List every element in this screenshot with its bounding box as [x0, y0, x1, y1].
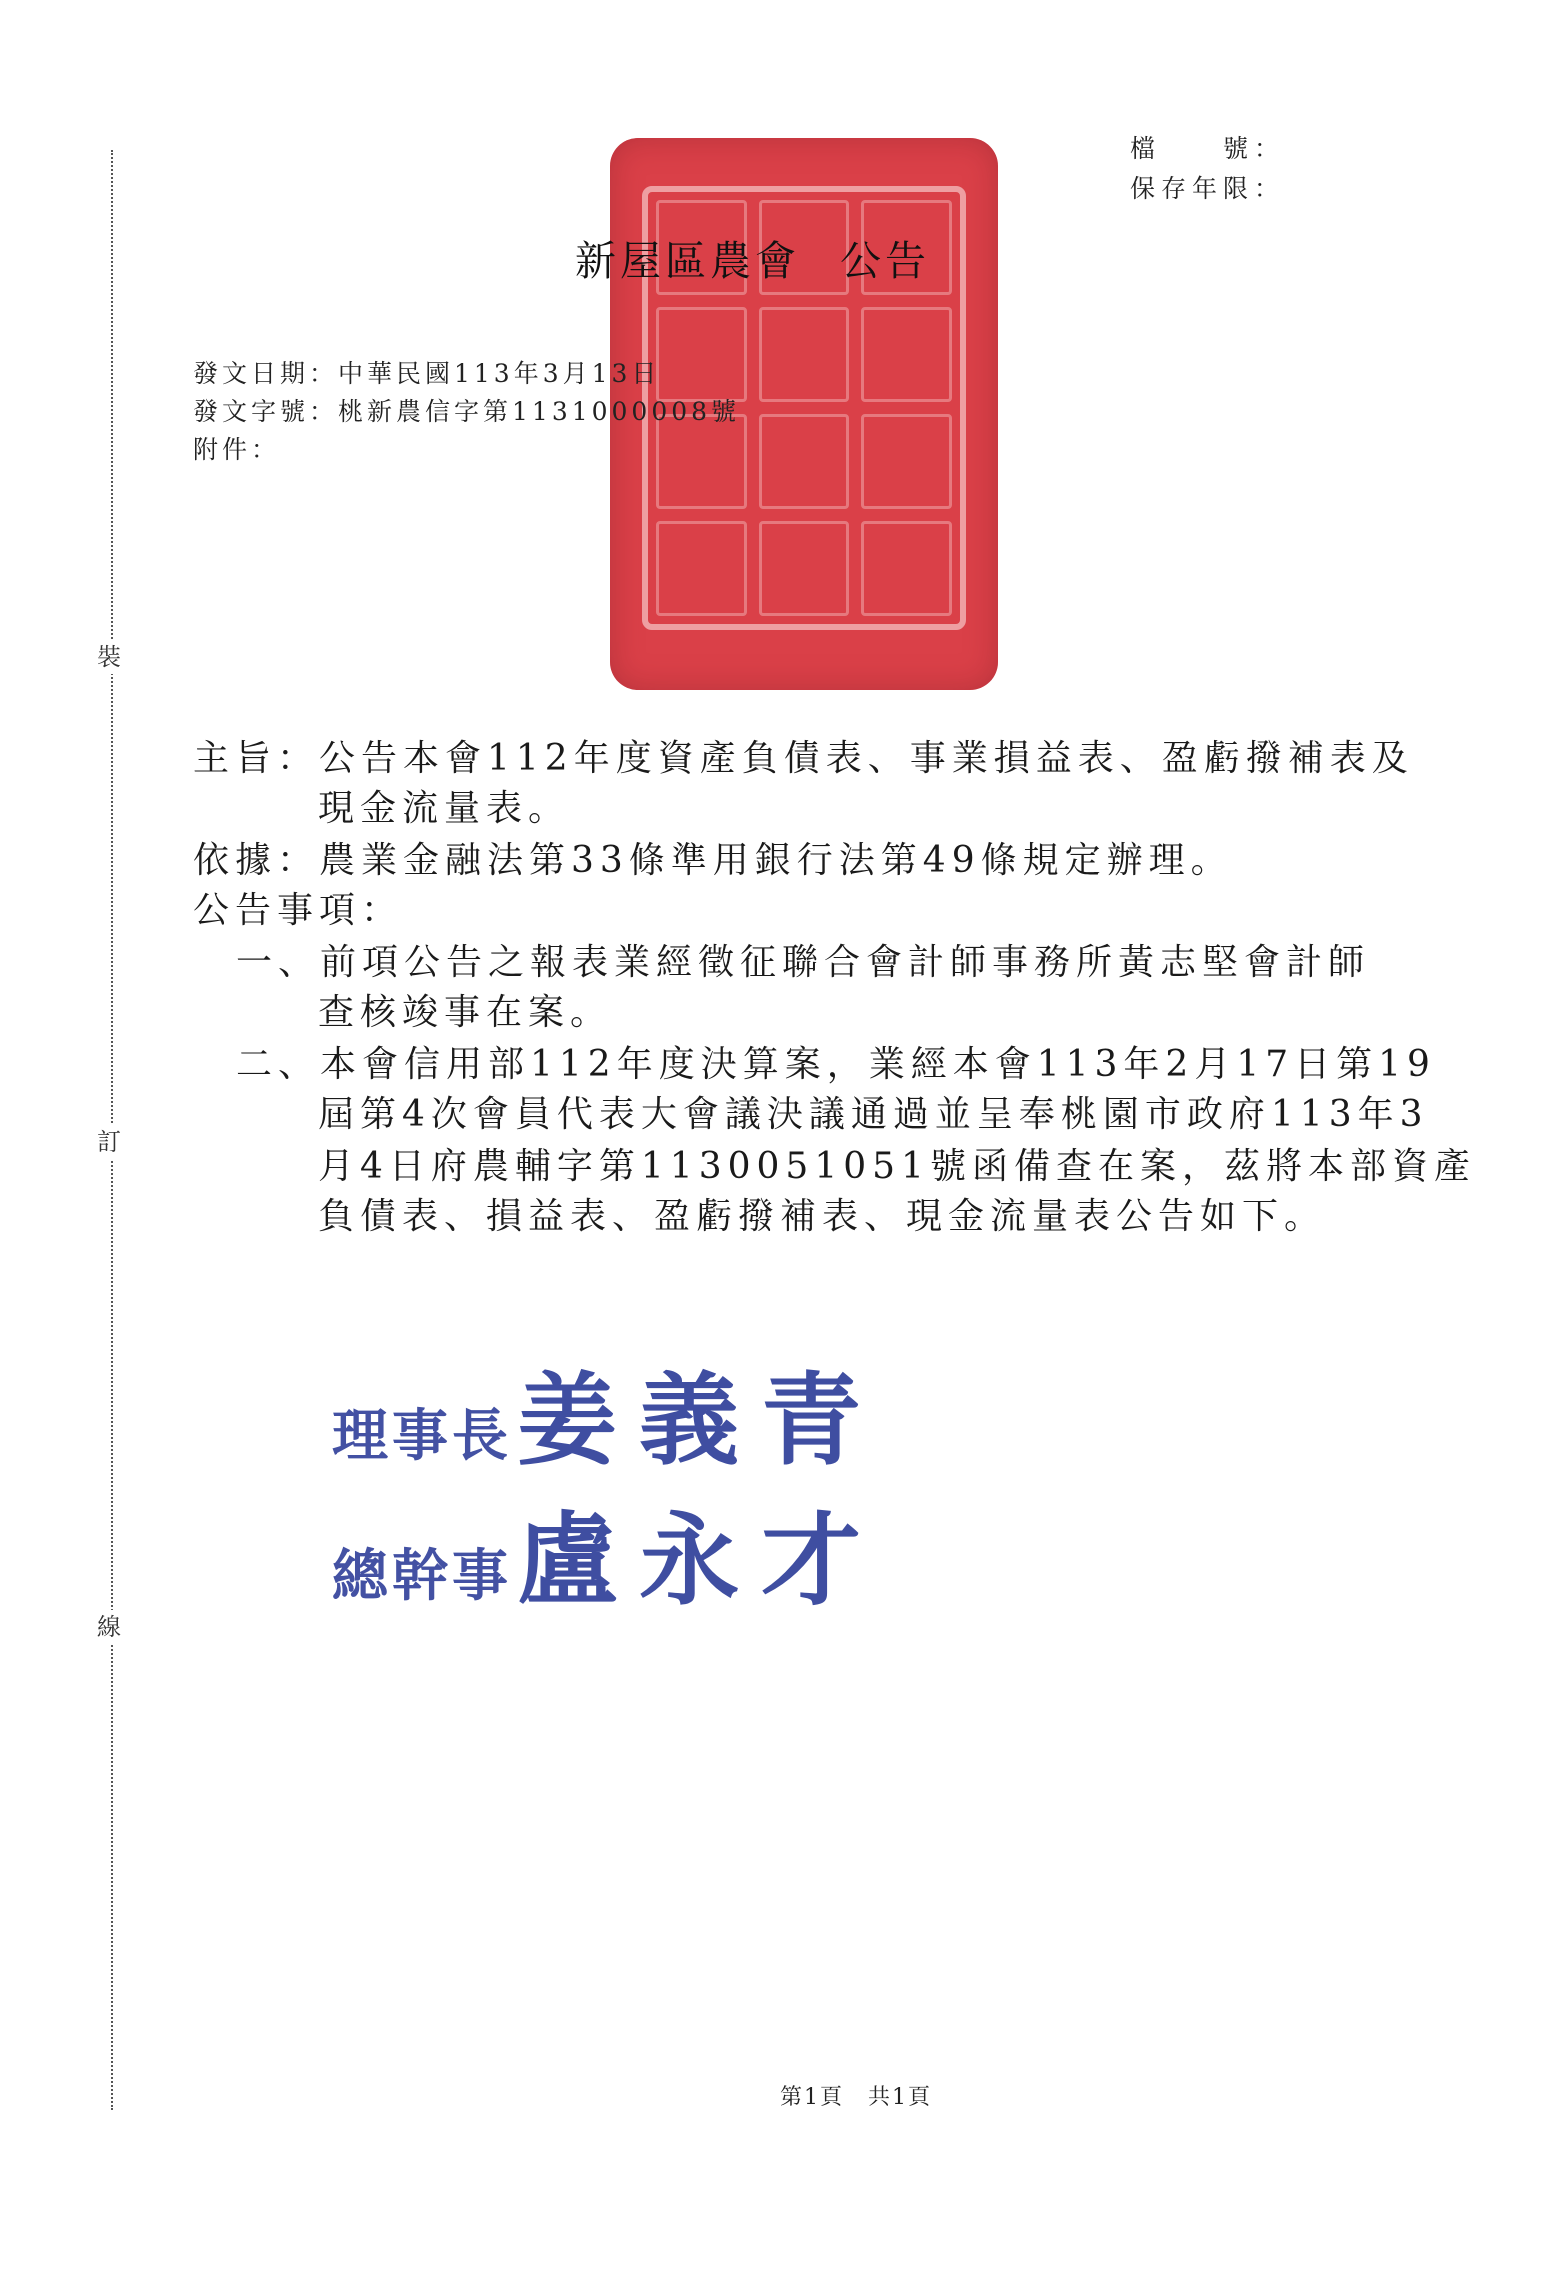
retention-period-label: 保存年限：: [1130, 174, 1286, 203]
subject-line-1: 主旨：公告本會112年度資產負債表、事業損益表、盈虧撥補表及: [193, 738, 1414, 779]
chairman-name: 姜義青: [517, 1361, 884, 1479]
issue-date: 發文日期：中華民國113年3月13日: [193, 359, 661, 388]
item-2-line-2: 屆第4次會員代表大會議決議通過並呈奉桃園市政府113年3: [318, 1094, 1429, 1135]
item-2-line-4: 負債表、損益表、盈虧撥補表、現金流量表公告如下。: [318, 1196, 1327, 1237]
binding-char-xian: 線: [97, 1610, 121, 1644]
gm-title: 總幹事: [332, 1543, 512, 1609]
page-number: 第1頁 共1頁: [780, 2085, 932, 2110]
item-2-line-3: 月4日府農輔字第1130051051號函備查在案，茲將本部資產: [318, 1146, 1476, 1187]
subject-line-2: 現金流量表。: [318, 788, 571, 829]
file-number-label: 檔 號：: [1130, 134, 1286, 163]
items-heading: 公告事項：: [193, 890, 404, 931]
issue-number: 發文字號：桃新農信字第1131000008號: [193, 397, 741, 426]
organization-name: 新屋區農會: [575, 237, 800, 285]
general-manager-signature: [332, 1480, 883, 1624]
binding-char-ding: 訂: [97, 1125, 121, 1159]
binding-char-zhuang: 裝: [97, 640, 121, 674]
document-type: 公告: [840, 237, 930, 285]
chairman-signature: [332, 1340, 883, 1484]
attachment-label: 附件：: [193, 435, 281, 464]
chairman-title: 理事長: [332, 1403, 512, 1469]
item-2-line-1: 二、本會信用部112年度決算案，業經本會113年2月17日第19: [236, 1044, 1436, 1085]
gm-name: 盧永才: [517, 1501, 884, 1619]
document-header: [575, 228, 930, 287]
item-1-line-2: 查核竣事在案。: [318, 992, 613, 1033]
basis-line: 依據：農業金融法第33條準用銀行法第49條規定辦理。: [193, 840, 1233, 881]
item-1-line-1: 一、前項公告之報表業經徵征聯合會計師事務所黃志堅會計師: [236, 942, 1371, 983]
